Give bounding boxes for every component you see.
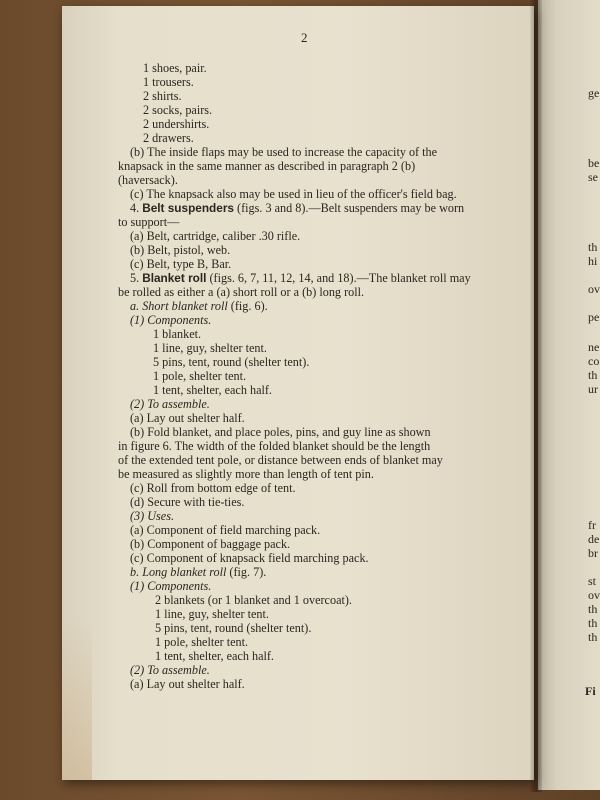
text-line: 2 blankets (or 1 blanket and 1 overcoat). <box>155 593 352 607</box>
text-line: (c) Component of knapsack field marching pack. <box>130 551 369 565</box>
text-line: (a) Lay out shelter half. <box>130 411 245 425</box>
facing-page-fragment: st <box>588 574 597 588</box>
facing-page-fragment: ov <box>588 588 600 602</box>
blanket-roll-heading: Blanket roll <box>142 271 207 285</box>
facing-page-fragment: ur <box>588 382 598 396</box>
text-line: 1 pole, shelter tent. <box>155 635 249 649</box>
text-line: (b) Fold blanket, and place poles, pins, and guy line as shown <box>130 425 431 439</box>
facing-page-fragment: th <box>588 368 598 382</box>
text-line: (1) Components. <box>130 313 212 327</box>
text-line: in figure 6. The width of the folded blanket should be the length <box>118 439 431 453</box>
text-line: be rolled as either a (a) short roll or a (b) long roll. <box>118 285 365 299</box>
facing-page-fragment: co <box>588 354 600 368</box>
facing-page-fragment: th <box>588 616 598 630</box>
page-number: 2 <box>301 30 308 45</box>
facing-page-fragment: ne <box>588 340 600 354</box>
text-line: (b) The inside flaps may be used to increase the capacity of the <box>130 145 438 159</box>
text-line: to support— <box>118 215 180 229</box>
text-line: 1 tent, shelter, each half. <box>155 649 274 663</box>
text-line: 5 pins, tent, round (shelter tent). <box>155 621 312 635</box>
facing-page-fragment: ge <box>588 86 600 100</box>
paragraph-5-heading-line: 5. Blanket roll (figs. 6, 7, 11, 12, 14, and 18).—The blanket roll may <box>130 271 471 285</box>
text-line: (b) Belt, pistol, web. <box>130 243 231 257</box>
text-line: 2 undershirts. <box>143 117 210 131</box>
text-line: 2 shirts. <box>143 89 182 103</box>
facing-page-fragment: th <box>588 630 598 644</box>
facing-page-fragment: Fi <box>585 684 596 698</box>
text-line: (c) Belt, type B, Bar. <box>130 257 232 271</box>
facing-page-fragment: se <box>588 170 598 184</box>
text-line: (b) Component of baggage pack. <box>130 537 291 551</box>
text-line: (haversack). <box>118 173 178 187</box>
text-line: 1 shoes, pair. <box>143 61 207 75</box>
text-line: 1 line, guy, shelter tent. <box>153 341 267 355</box>
text-line: 1 blanket. <box>153 327 202 341</box>
text-line: 2 socks, pairs. <box>143 103 213 117</box>
text-line: (c) Roll from bottom edge of tent. <box>130 481 296 495</box>
text-line: be measured as slightly more than length of tent pin. <box>118 467 374 481</box>
text-line: 5 pins, tent, round (shelter tent). <box>153 355 310 369</box>
facing-page-fragment: de <box>588 532 600 546</box>
text-line: (a) Belt, cartridge, caliber .30 rifle. <box>130 229 301 243</box>
text-line: 1 pole, shelter tent. <box>153 369 247 383</box>
short-blanket-roll-subheading: a. Short blanket roll (fig. 6). <box>130 299 268 313</box>
text-line: (a) Lay out shelter half. <box>130 677 245 691</box>
text-line: (a) Component of field marching pack. <box>130 523 321 537</box>
text-line: (2) To assemble. <box>130 663 210 677</box>
paragraph-4-heading-line: 4. Belt suspenders (figs. 3 and 8).—Belt suspenders may be worn <box>130 201 465 215</box>
facing-page-fragment: hi <box>588 254 598 268</box>
text-line: 1 line, guy, shelter tent. <box>155 607 269 621</box>
text-line: (d) Secure with tie-ties. <box>130 495 245 509</box>
text-line: (c) The knapsack also may be used in lieu of the officer's field bag. <box>130 187 457 201</box>
facing-page-fragment: pe <box>588 310 600 324</box>
facing-page-fragment: be <box>588 156 600 170</box>
text-line: (3) Uses. <box>130 509 175 523</box>
text-line: knapsack in the same manner as described in paragraph 2 (b) <box>118 159 416 173</box>
facing-page-fragment: ov <box>588 282 600 296</box>
facing-page-fragment: fr <box>588 518 596 532</box>
text-line: 1 trousers. <box>143 75 194 89</box>
text-line: (1) Components. <box>130 579 212 593</box>
text-line: 1 tent, shelter, each half. <box>153 383 272 397</box>
text-line: (2) To assemble. <box>130 397 210 411</box>
long-blanket-roll-subheading: b. Long blanket roll (fig. 7). <box>130 565 267 579</box>
text-line: of the extended tent pole, or distance between ends of blanket may <box>118 453 443 467</box>
belt-suspenders-heading: Belt suspenders <box>142 201 234 215</box>
facing-page-fragment: br <box>588 546 598 560</box>
text-line: 2 drawers. <box>143 131 194 145</box>
facing-page-fragment: th <box>588 240 598 254</box>
facing-page-fragment: th <box>588 602 598 616</box>
